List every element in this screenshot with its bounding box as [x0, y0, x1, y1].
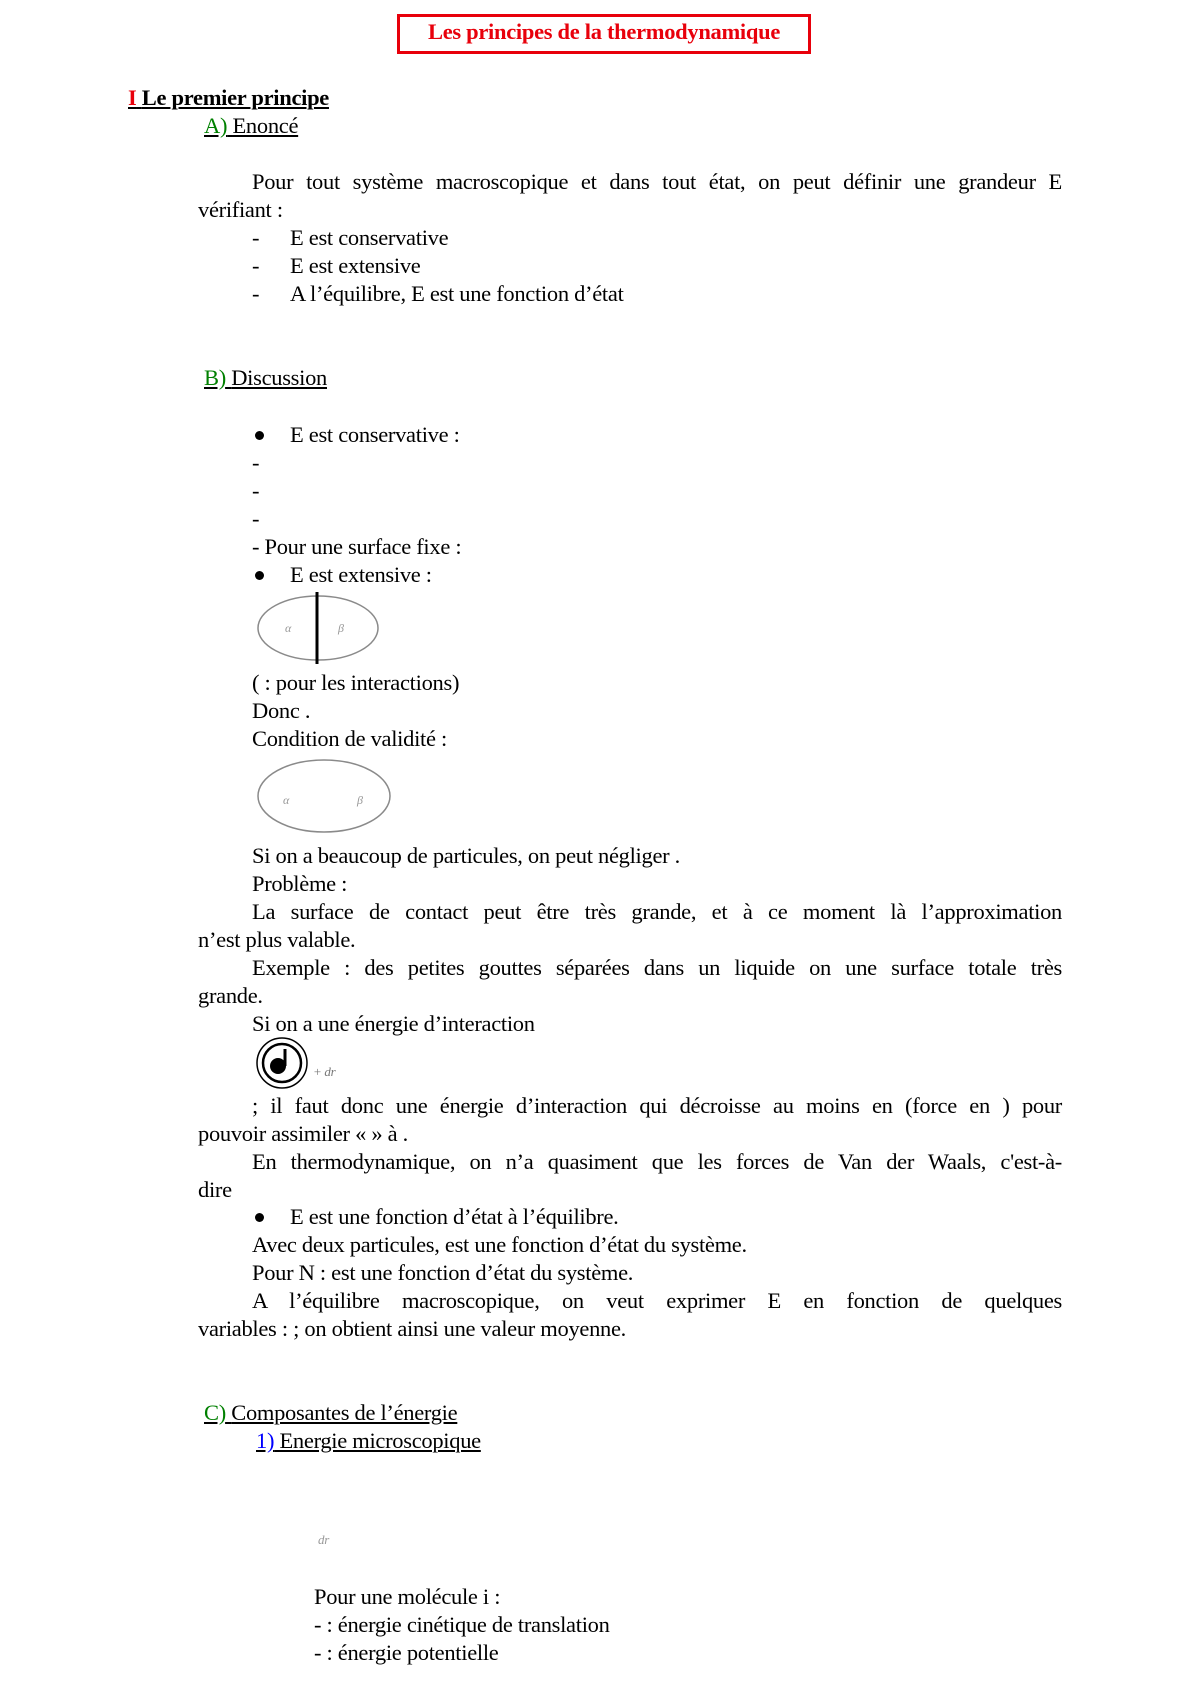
bullet-2: [255, 571, 264, 580]
vdw-line-1: En thermodynamique, on n’a quasiment que les forces de Van der Waals, c'est-à-: [252, 1149, 1062, 1174]
bullet-2-text: E est extensive :: [290, 562, 432, 587]
validity-diagram: [255, 758, 393, 836]
decrease-line-2: pouvoir assimiler « » à .: [198, 1121, 408, 1146]
statement-item-1: E est conservative: [290, 225, 449, 250]
subsection-b-title: Discussion: [231, 365, 327, 390]
molecule-item-2: - : énergie potentielle: [314, 1640, 499, 1665]
interaction-energy-line: Si on a une énergie d’interaction: [252, 1011, 535, 1036]
fig3-label: + dr: [313, 1064, 336, 1079]
surface-line: - Pour une surface fixe :: [252, 534, 462, 559]
subsection-a-label: A): [204, 113, 228, 138]
empty-dash-2: -: [252, 478, 260, 503]
fig2-alpha: α: [283, 793, 289, 807]
empty-dash-1: -: [252, 450, 260, 475]
example-line-2: grande.: [198, 983, 263, 1008]
subsection-c-heading: [204, 1399, 457, 1427]
probleme-line: Problème :: [252, 871, 348, 896]
subsubsection-1-label: 1): [256, 1428, 275, 1453]
example-line-1: Exemple : des petites gouttes séparées dans un liquide on une surface totale très: [252, 955, 1062, 980]
molecule-item-1: - : énergie cinétique de translation: [314, 1612, 610, 1637]
bullet-1: [255, 431, 264, 440]
surface-paragraph-line-1: La surface de contact peut être très grande, et à ce moment là l’approximation: [252, 899, 1062, 924]
surface-paragraph-line-2: n’est plus valable.: [198, 927, 356, 952]
section-title: Le premier principe: [141, 85, 329, 110]
section-heading: [128, 84, 329, 112]
extensive-diagram: [255, 592, 381, 664]
subsubsection-1-heading: [256, 1427, 481, 1455]
decrease-line-1: ; il faut donc une énergie d’interaction qui décroisse au moins en (force en ) pour: [252, 1093, 1062, 1118]
vdw-line-2: dire: [198, 1177, 232, 1202]
donc-line: Donc .: [252, 698, 311, 723]
subsection-b-heading: [204, 364, 327, 392]
subsubsection-1-title: Energie microscopique: [279, 1428, 481, 1453]
bullet-3-text: E est une fonction d’état à l’équilibre.: [290, 1204, 619, 1229]
n-particles-line: Pour N : est une fonction d’état du système.: [252, 1260, 634, 1285]
subsection-c-label: C): [204, 1400, 226, 1425]
interactions-note: ( : pour les interactions): [252, 670, 460, 695]
equilibrium-line-1: A l’équilibre macroscopique, on veut exprimer E en fonction de quelques: [252, 1288, 1062, 1313]
interaction-shell-diagram: [255, 1036, 311, 1092]
negliger-line: Si on a beaucoup de particules, on peut négliger .: [252, 843, 680, 868]
subsection-a-title: Enoncé: [232, 113, 299, 138]
document-title: Les principes de la thermodynamique: [427, 19, 781, 44]
bullet-1-text: E est conservative :: [290, 422, 460, 447]
molecule-line: Pour une molécule i :: [314, 1584, 501, 1609]
statement-line-1: Pour tout système macroscopique et dans tout état, on peut définir une grandeur E: [252, 169, 1062, 194]
fig1-beta: β: [338, 621, 344, 635]
micro-fragment: dr: [318, 1532, 329, 1547]
condition-line: Condition de validité :: [252, 726, 447, 751]
statement-item-2: E est extensive: [290, 253, 421, 278]
subsection-c-title: Composantes de l’énergie: [231, 1400, 458, 1425]
statement-item-3: A l’équilibre, E est une fonction d’état: [290, 281, 624, 306]
bullet-3: [255, 1213, 264, 1222]
subsection-a-heading: [204, 112, 298, 140]
statement-dash-1: -: [252, 225, 260, 250]
two-particles-line: Avec deux particules, est une fonction d’état du système.: [252, 1232, 747, 1257]
statement-dash-2: -: [252, 253, 260, 278]
fig2-beta: β: [357, 793, 363, 807]
empty-dash-3: -: [252, 506, 260, 531]
statement-line-2: vérifiant :: [198, 197, 283, 222]
statement-dash-3: -: [252, 281, 260, 306]
equilibrium-line-2: variables : ; on obtient ainsi une valeur moyenne.: [198, 1316, 627, 1341]
fig1-alpha: α: [285, 621, 291, 635]
section-number: I: [128, 85, 137, 110]
subsection-b-label: B): [204, 365, 226, 390]
